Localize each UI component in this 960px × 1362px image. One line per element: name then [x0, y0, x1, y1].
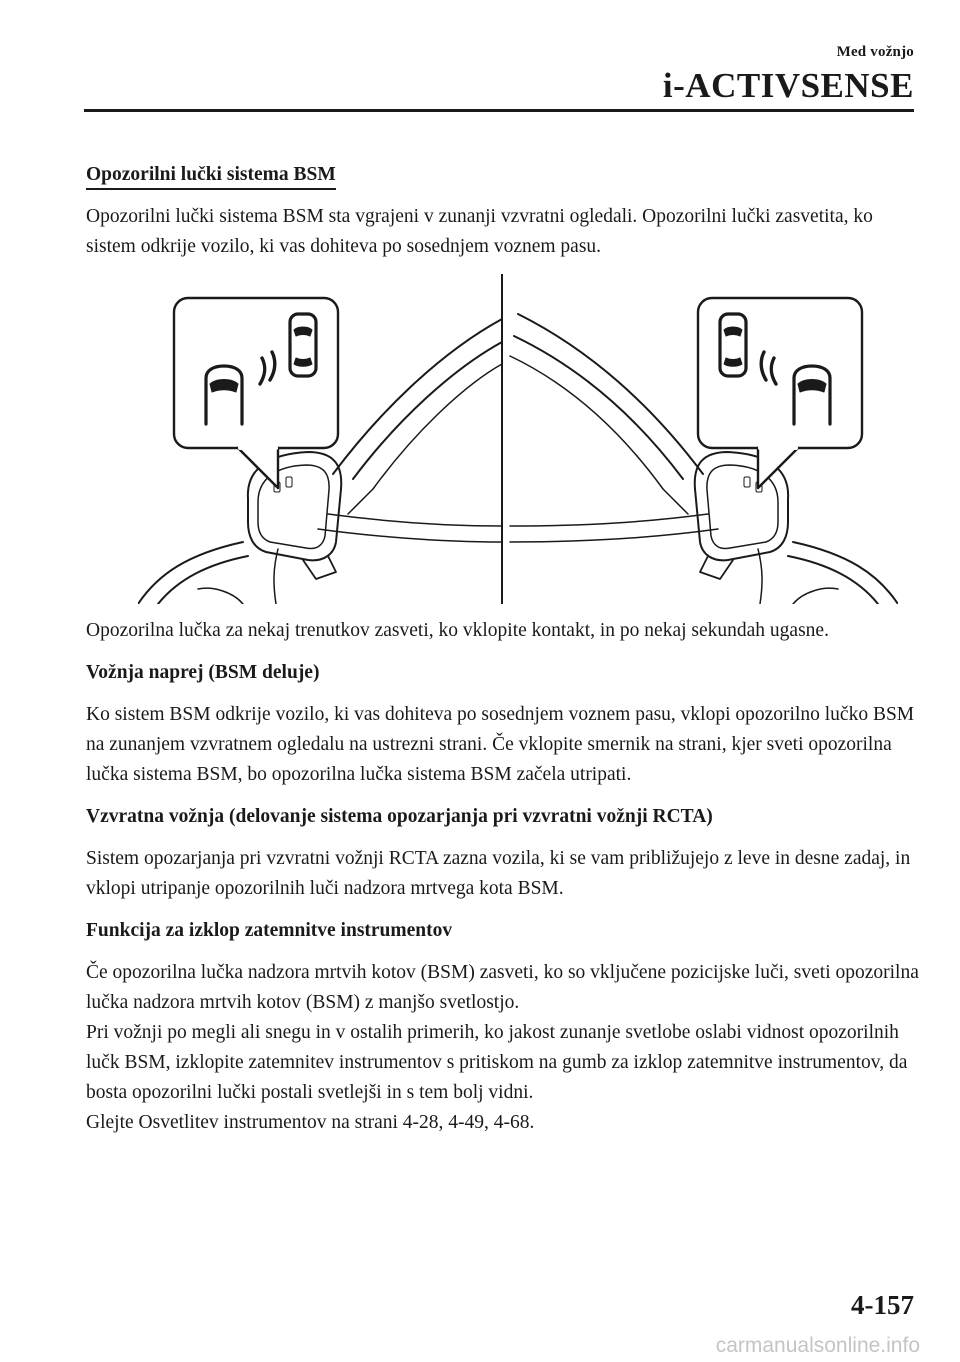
left-mirror-scene	[138, 298, 502, 604]
chapter-title: Med vožnjo	[836, 44, 914, 60]
forward-driving-heading: Vožnja naprej (BSM deluje)	[86, 662, 320, 683]
page-number: 4-157	[851, 1290, 914, 1320]
dimmer-paragraph-3: Glejte Osvetlitev instrumentov na strani 4-28, 4-49, 4-68.	[86, 1112, 535, 1133]
watermark: carmanualsonline.info	[715, 1334, 920, 1357]
page-content	[86, 160, 926, 1138]
dimmer-paragraph-1: Če opozorilna lučka nadzora mrtvih kotov (BSM) zasveti, ko so vključene pozicijske luči, sveti opozorilna lučka nadzora mrtvih kotov (BSM) z manjšo svetlostjo.	[86, 962, 919, 1013]
right-mirror-scene	[510, 298, 898, 604]
dimmer-paragraph-2: Pri vožnji po megli ali snegu in v ostalih primerih, ko jakost zunanje svetlobe oslabi vidnost opozorilnih lučk BSM, izklopite zatemnitev instrumentov s pritiskom na gumb za izklop zatemnitve instrumentov, da bosta opozorilni lučki postali svetlejši in s tem bolj vidni.	[86, 1022, 908, 1103]
bsm-lights-paragraph: Opozorilni lučki sistema BSM sta vgrajeni v zunanji vzvratni ogledali. Opozorilni lučki zasvetita, ko sistem odkrije vozilo, ki vas dohiteva po sosednjem voznem pasu.	[86, 206, 873, 257]
header-rule	[84, 109, 914, 112]
forward-driving-paragraph: Ko sistem BSM odkrije vozilo, ki vas dohiteva po sosednjem voznem pasu, vklopi opozorilno lučko BSM na zunanjem vzvratnem ogledalu na ustrezni strani. Če vklopite smernik na strani, kjer sveti opozorilna lučka sistema BSM, bo opozorilna lučka sistema BSM začela utripati.	[86, 704, 915, 785]
indicator-startup-paragraph: Opozorilna lučka za nekaj trenutkov zasveti, ko vklopite kontakt, in po nekaj sekundah ugasne.	[86, 620, 829, 641]
dimmer-cancel-heading: Funkcija za izklop zatemnitve instrumentov	[86, 920, 453, 941]
dimmer-cancel-body	[86, 958, 926, 1138]
mirror-illustration	[138, 274, 898, 604]
section-title: i-ACTIVSENSE	[662, 66, 914, 105]
reverse-driving-paragraph: Sistem opozarjanja pri vzvratni vožnji RCTA zazna vozila, ki se vam približujejo z leve in desne zadaj, in vklopi utripanje opozorilnih luči nadzora mrtvega kota BSM.	[86, 848, 911, 899]
reverse-driving-heading: Vzvratna vožnja (delovanje sistema opozarjanja pri vzvratni vožnji RCTA)	[86, 806, 713, 827]
page-header	[663, 44, 914, 105]
bsm-lights-heading: Opozorilni lučki sistema BSM	[86, 162, 336, 190]
